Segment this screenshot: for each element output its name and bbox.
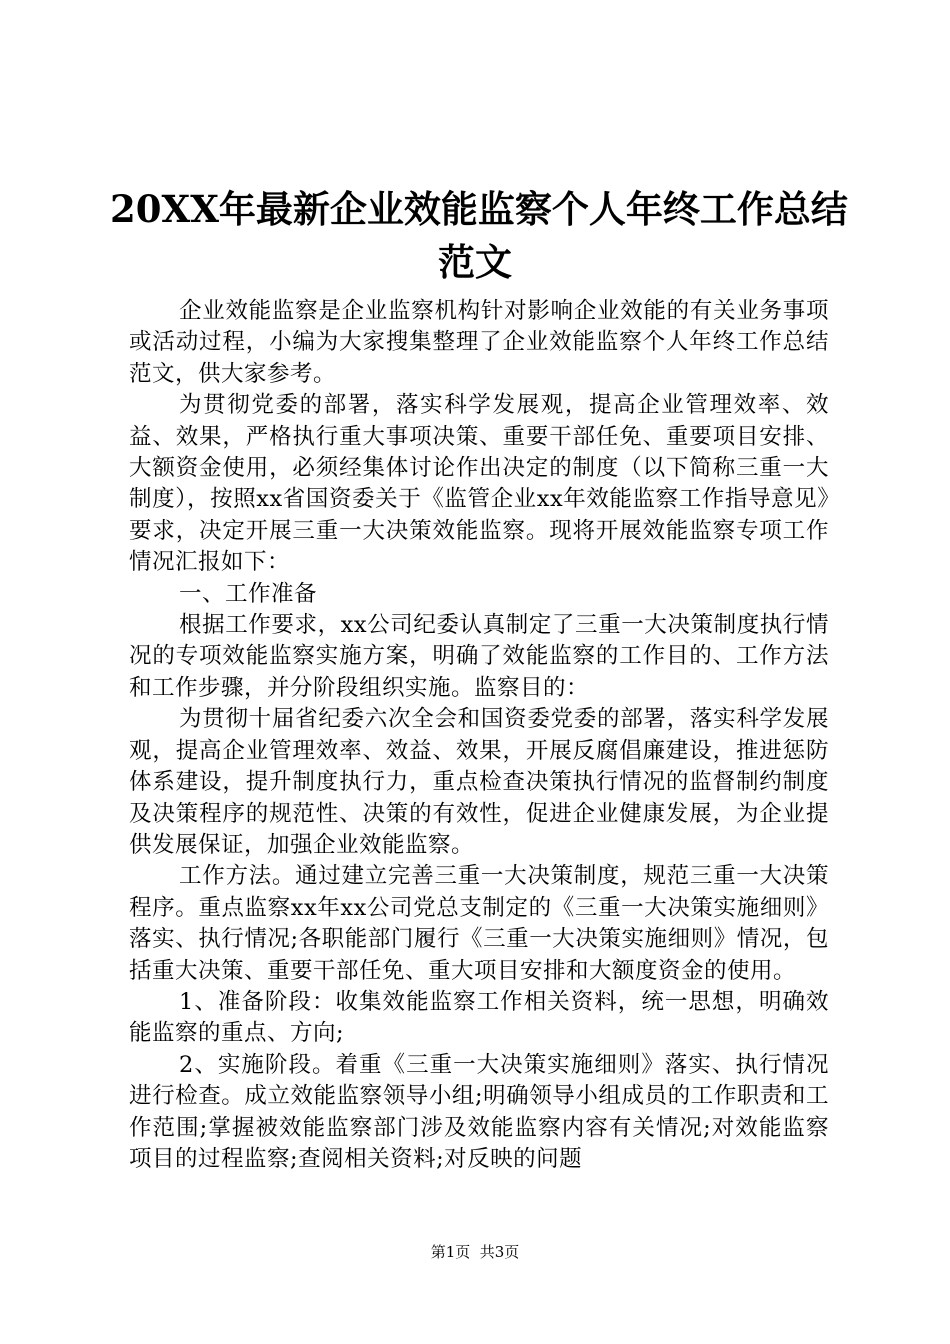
page-number-label: 第1页 共3页 — [430, 1243, 520, 1261]
paragraph: 根据工作要求，xx公司纪委认真制定了三重一大决策制度执行情况的专项效能监察实施方案，明确了效能监察的工作目的、工作方法和工作步骤，并分阶段组织实施。监察目的： — [129, 612, 829, 701]
document-title-line-1: 20XX年最新企业效能监察个人年终工作总结 — [110, 187, 848, 231]
document-body — [129, 296, 829, 1175]
page-footer — [0, 1243, 950, 1261]
paragraph: 为贯彻十届省纪委六次全会和国资委党委的部署，落实科学发展观，提高企业管理效率、效益、效果，开展反腐倡廉建设，推进惩防体系建设，提升制度执行力，重点检查决策执行情况的监督制约制度及决策程序的规范性、决策的有效性，促进企业健康发展，为企业提供发展保证，加强企业效能监察。 — [129, 706, 829, 858]
document-title-line-2: 范文 — [438, 240, 512, 284]
paragraph: 企业效能监察是企业监察机构针对影响企业效能的有关业务事项或活动过程，小编为大家搜集整理了企业效能监察个人年终工作总结范文，供大家参考。 — [129, 298, 829, 387]
paragraph: 2、实施阶段。着重《三重一大决策实施细则》落实、执行情况进行检查。成立效能监察领导小组;明确领导小组成员的工作职责和工作范围;掌握被效能监察部门涉及效能监察内容有关情况;对效能监察项目的过程监察;查阅相关资料;对反映的问题 — [129, 1051, 829, 1172]
paragraph: 为贯彻党委的部署，落实科学发展观，提高企业管理效率、效益、效果，严格执行重大事项决策、重要干部任免、重要项目安排、大额资金使用，必须经集体讨论作出决定的制度（以下简称三重一大制度），按照xx省国资委关于《监管企业xx年效能监察工作指导意见》要求，决定开展三重一大决策效能监察。现将开展效能监察专项工作情况汇报如下： — [129, 392, 829, 576]
paragraph: 工作方法。通过建立完善三重一大决策制度，规范三重一大决策程序。重点监察xx年xx公司党总支制定的《三重一大决策实施细则》落实、执行情况;各职能部门履行《三重一大决策实施细则》情况，包括重大决策、重要干部任免、重大项目安排和大额度资金的使用。 — [129, 863, 829, 984]
section-heading: 一、工作准备 — [179, 580, 318, 607]
paragraph: 1、准备阶段：收集效能监察工作相关资料，统一思想，明确效能监察的重点、方向; — [129, 988, 829, 1047]
